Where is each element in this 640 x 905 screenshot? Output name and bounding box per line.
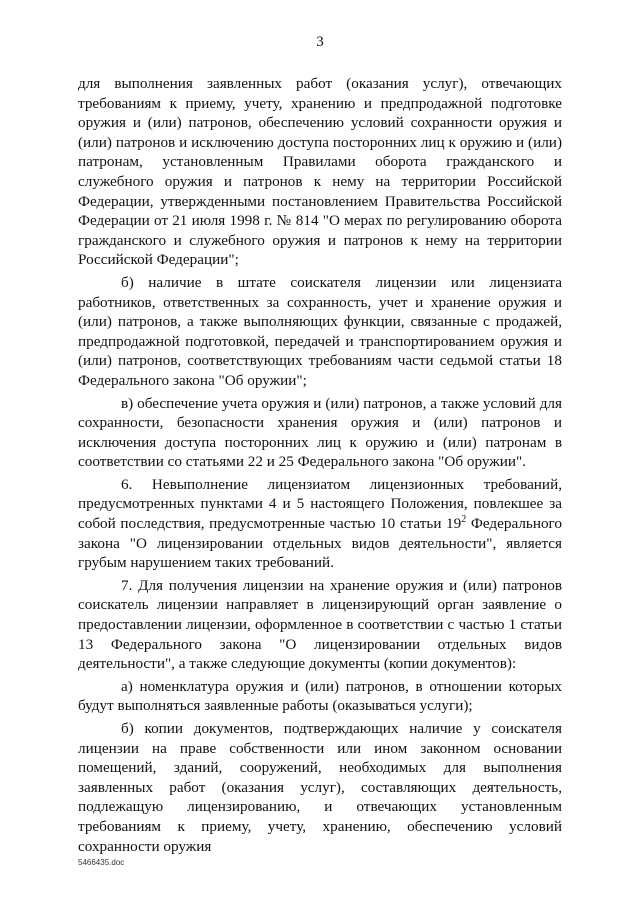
document-body [78,74,562,856]
paragraph-continuation: для выполнения заявленных работ (оказания услуг), отвечающих требованиям к приему, учету, хранению и предпродажной подготовке оружия и (или) патронов, обеспечению условий сохранности оружия и (или) патронов и исключению доступа посторонних лиц к оружию и (или) патронам, установленным Правилами оборота гражданского и служебного оружия и патронов к нему на территории Российской Федерации, утвержденными постановлением Правительства Российской Федерации от 21 июля 1998 г. № 814 "О мерах по регулированию оборота гражданского и служебного оружия и патронов к нему на территории Российской Федерации"; [78,75,562,269]
paragraph-item-a-nomenclature: а) номенклатура оружия и (или) патронов, в отношении которых будут выполняться заявленные работы (оказываться услуги); [78,677,562,715]
paragraph-6-text-after: Федерального закона "О лицензировании отдельных видов деятельности", является грубым нарушением таких требований. [78,515,562,572]
paragraph-6-text-before: 6. Невыполнение лицензиатом лицензионных требований, предусмотренных пунктами 4 и 5 настоящего Положения, повлекшее за собой последствия, предусмотренные частью 10 статьи 19 [78,475,562,533]
paragraph-6-violation [78,475,562,573]
paragraph-item-b-staff: б) наличие в штате соискателя лицензии или лицензиата работников, ответственных за сохранность, учет и хранение оружия и (или) патронов, а также выполняющих функции, связанные с продажей, предпродажной подготовкой, передачей и транспортированием оружия и (или) патронов, соответствующих требованиям части седьмой статьи 18 Федерального закона "Об оружии"; [78,273,562,389]
paragraph-item-v-accounting: в) обеспечение учета оружия и (или) патронов, а также условий для сохранности, безопасности хранения оружия и (или) патронов и исключения доступа посторонних лиц к оружию и (или) патронам в соответствии со статьями 22 и 25 Федерального закона "Об оружии". [78,394,562,471]
footer-file-name: 5466435.doc [78,858,125,867]
paragraph-item-b-documents: б) копии документов, подтверждающих наличие у соискателя лицензии на праве собственности или ином законном основании помещений, зданий, сооружений, необходимых для выполнения заявленных работ (оказания услуг), составляющих деятельность, подлежащую лицензированию, и отвечающих установленным требованиям к приему, учету, хранению, обеспечению условий сохранности оружия [78,720,562,855]
paragraph-7-application: 7. Для получения лицензии на хранение оружия и (или) патронов соискатель лицензии направляет в лицензирующий орган заявление о предоставлении лицензии, оформленное в соответствии с частью 1 статьи 13 Федерального закона "О лицензировании отдельных видов деятельности", а также следующие документы (копии документов): [78,576,562,673]
paragraph-6-superscript: 2 [461,514,467,525]
page-number: 3 [316,34,324,50]
